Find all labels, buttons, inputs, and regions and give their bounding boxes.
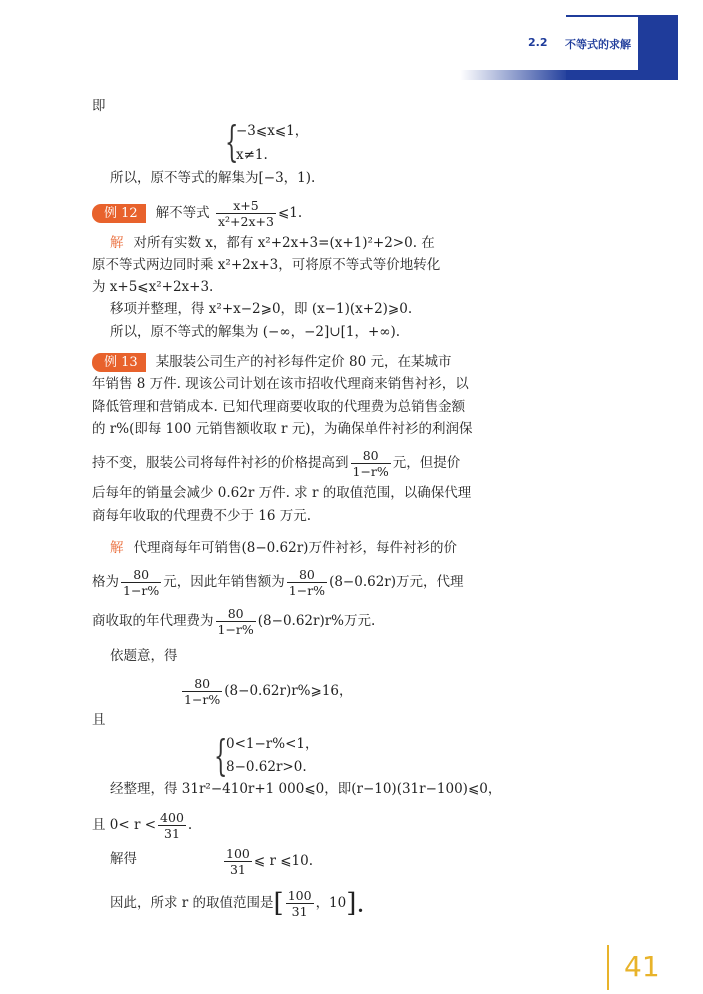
fraction	[351, 448, 391, 479]
text: ⩽1.	[277, 205, 303, 221]
text-line	[110, 888, 365, 919]
text: (8−0.62r)万元，代理	[329, 574, 464, 590]
text: 且 0< r <	[92, 817, 157, 833]
text: (8−0.62r)r%⩾16，	[224, 683, 353, 699]
fraction	[216, 606, 256, 637]
fraction	[182, 676, 222, 707]
numerator: 80	[216, 606, 256, 622]
text-line: 依题意，得	[110, 648, 178, 664]
text-line: 的 r%(即每 100 元销售额收取 r 元)，为确保单件衬衫的利润保	[92, 421, 473, 437]
denominator: 1−r%	[184, 692, 221, 707]
equation	[180, 676, 353, 707]
text-line: 经整理，得 31r²−410r+1 000⩽0，即(r−10)(31r−100)⩽0，	[110, 781, 502, 797]
numerator: 80	[351, 448, 391, 464]
bracket: [	[273, 888, 284, 919]
system-line: x≠1.	[236, 147, 268, 163]
text-line	[92, 448, 460, 479]
numerator: 80	[121, 567, 161, 583]
numerator: 100	[226, 846, 250, 861]
fraction	[121, 567, 161, 598]
denominator: 1−r%	[352, 464, 389, 479]
fraction	[216, 198, 276, 229]
denominator: 1−r%	[217, 622, 254, 637]
text: 持不变，服装公司将每件衬衫的价格提高到	[92, 455, 349, 471]
fraction	[287, 567, 327, 598]
section-title: 不等式的求解	[565, 38, 631, 51]
text-line	[110, 233, 435, 253]
text: 商收取的年代理费为	[92, 613, 214, 629]
text: (8−0.62r)r%万元.	[257, 613, 376, 629]
brace: {	[225, 117, 239, 166]
text-line: 即	[92, 98, 106, 114]
text-line	[92, 352, 451, 372]
text-line: 且	[92, 712, 106, 728]
text-line	[92, 606, 375, 637]
text: 格为	[92, 574, 119, 590]
numerator: 80	[287, 567, 327, 583]
system-line: 0<1−r%<1，	[226, 736, 319, 752]
text: 元，但提价	[392, 455, 461, 471]
text-line	[92, 567, 464, 598]
denominator: x²+2x+3	[217, 214, 274, 229]
fraction	[158, 810, 186, 841]
text-line: 移项并整理，得 x²+x−2⩾0，即 (x−1)(x+2)⩾0.	[110, 301, 413, 317]
text-line: 所以，原不等式的解集为 (−∞，−2]∪[1，+∞).	[110, 324, 401, 340]
example-tag: 例 12	[92, 204, 146, 223]
numerator: 100	[287, 888, 312, 903]
text-line: 原不等式两边同时乘 x²+2x+3，可将原不等式等价地转化	[92, 257, 441, 273]
text-line: 后每年的销量会减少 0.62r 万件. 求 r 的取值范围，以确保代理	[92, 485, 472, 501]
solution-mark: 解	[110, 235, 124, 251]
numerator: x+5	[216, 198, 276, 214]
denominator: 31	[229, 862, 246, 877]
equation	[222, 846, 313, 877]
text-line: 降低管理和营销成本. 已知代理商要收取的代理费为总销售金额	[92, 399, 466, 415]
text-line	[110, 538, 457, 558]
text: 解不等式	[155, 205, 210, 221]
text: .	[187, 817, 193, 833]
text: 因此，所求 r 的取值范围是	[110, 895, 274, 911]
text-line	[92, 810, 192, 841]
numerator: 80	[182, 676, 222, 692]
text-line: 商每年收取的代理费不少于 16 万元.	[92, 508, 312, 524]
denominator: 1−r%	[288, 583, 326, 598]
text-line: 年销售 8 万件. 现该公司计划在该市招收代理商来销售衬衫，以	[92, 376, 469, 392]
text-line: 所以，原不等式的解集为[−3，1).	[110, 170, 316, 186]
bracket: ].	[346, 888, 365, 919]
text: ⩽ r ⩽10.	[253, 853, 313, 869]
system-line: 8−0.62r>0.	[226, 759, 307, 775]
text-line: 解得	[110, 851, 137, 867]
text: 元，因此年销售额为	[163, 574, 285, 590]
system-line: −3⩽x⩽1，	[236, 123, 309, 139]
text: 某服装公司生产的衬衫每件定价 80 元，在某城市	[155, 354, 452, 370]
brace: {	[214, 731, 228, 780]
page-number-divider	[607, 945, 609, 990]
example-12	[92, 198, 302, 229]
text: ，10	[315, 895, 347, 911]
denominator: 1−r%	[123, 583, 160, 598]
denominator: 31	[291, 904, 308, 919]
example-tag: 例 13	[92, 353, 146, 372]
text: 对所有实数 x，都有 x²+2x+3=(x+1)²+2>0. 在	[133, 235, 435, 251]
page-number: 41	[624, 950, 660, 983]
numerator: 400	[160, 810, 184, 825]
text: 代理商每年可销售(8−0.62r)万件衬衫，每件衬衫的价	[133, 540, 457, 556]
denominator: 31	[164, 826, 180, 841]
fraction	[286, 888, 314, 919]
solution-mark: 解	[110, 540, 124, 556]
fraction	[224, 846, 252, 877]
text-line: 为 x+5⩽x²+2x+3.	[92, 279, 214, 295]
section-number: 2.2	[528, 36, 548, 49]
